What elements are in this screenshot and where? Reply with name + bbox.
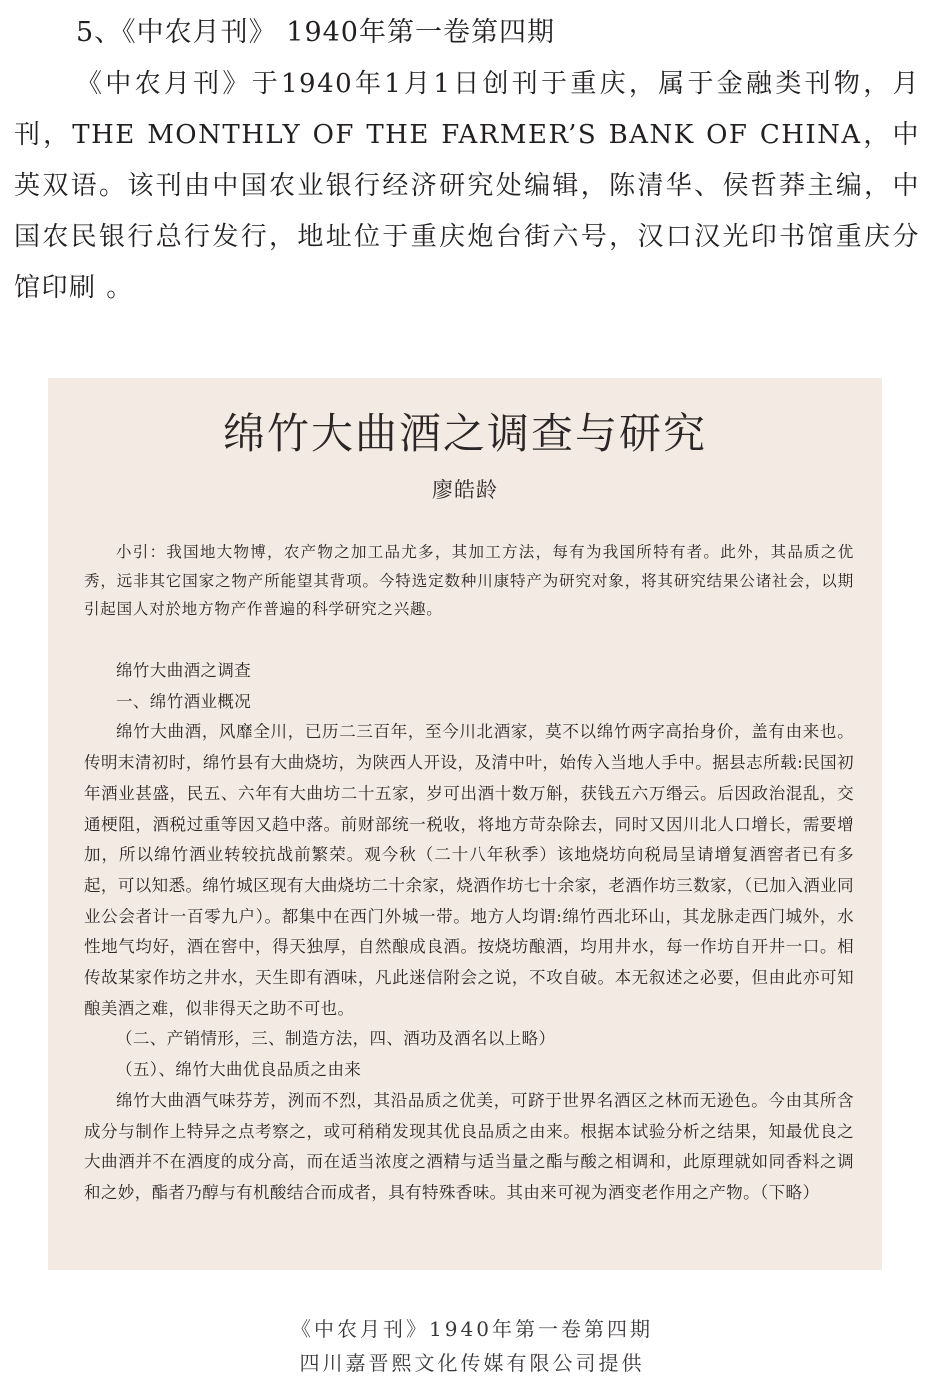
caption-source: 《中农月刊》1940年第一卷第四期	[291, 1317, 653, 1341]
section-paragraph: 《中农月刊》于1940年1月1日创刊于重庆，属于金融类刊物，月刊，THE MONTHLY OF THE FARMER’S BANK OF CHINA，中英双语。该刊由中国农业银行经济研究处编辑，陈清华、侯哲莽主编，中国农民银行总行发行，地址位于重庆炮台街六号，汉口汉光印书馆重庆分馆印刷 。	[14, 69, 920, 303]
article-section-heading: 一、绵竹酒业概况	[116, 691, 252, 711]
section-heading: 5、《中农月刊》 1940年第一卷第四期	[76, 17, 555, 48]
intro-section	[14, 12, 920, 314]
caption-credit: 四川嘉晋熙文化传媒有限公司提供	[299, 1351, 645, 1375]
image-caption	[0, 1312, 944, 1380]
article-body	[84, 656, 854, 1209]
article-subtitle: 绵竹大曲酒之调查	[116, 661, 252, 680]
article-section-heading: （五）、绵竹大曲优良品质之由来	[116, 1060, 362, 1080]
article-omission-note: （二、产销情形，三、制造方法，四、酒功及酒名以上略）	[116, 1029, 556, 1049]
article-paragraph: 绵竹大曲酒，风靡全川，已历二三百年，至今川北酒家，莫不以绵竹两字高抬身价，盖有由来也。传明末清初时，绵竹县有大曲烧坊，为陕西人开设，及清中叶，始传入当地人手中。据县志所载:民国初年酒业甚盛，民五、六年有大曲坊二十五家，岁可出酒十数万斛，获钱五六万缗云。后因政治混乱，交通梗阻，酒税过重等因又趋中落。前财部统一税收，将地方苛杂除去，同时又因川北人口增长，需要增加，所以绵竹酒业转较抗战前繁荣。观今秋（二十八年秋季）该地烧坊向税局呈请增复酒窖者已有多起，可以知悉。绵竹城区现有大曲烧坊二十余家，烧酒作坊七十余家，老酒作坊三数家，（已加入酒业同业公会者计一百零九户）。都集中在西门外城一带。地方人均谓:绵竹西北环山，其龙脉走西门城外，水性地气均好，酒在窖中，得天独厚，自然酿成良酒。按烧坊酿酒，均用井水，每一作坊自开井一口。相传故某家作坊之井水，天生即有酒味，凡此迷信附会之说，不攻自破。本无叙述之必要，但由此亦可知酿美酒之难，似非得天之助不可也。	[84, 722, 854, 1018]
article-scan-image	[48, 378, 882, 1270]
article-paragraph: 绵竹大曲酒气味芬芳，洌而不烈，其沿品质之优美，可跻于世界名酒区之林而无逊色。今由其所含成分与制作上特异之点考察之，或可稍稍发现其优良品质之由来。根据本试验分析之结果，知最优良之大曲酒并不在酒度的成分高，而在适当浓度之酒精与适当量之酯与酸之相调和，此原理就如同香料之调和之妙，酯者乃醇与有机酸结合而成者，具有特殊香味。其由来可视为酒变老作用之产物。（下略）	[84, 1090, 854, 1202]
article-title: 绵竹大曲酒之调查与研究	[222, 409, 707, 458]
article-intro: 小引：我国地大物博，农产物之加工品尤多，其加工方法，每有为我国所特有者。此外，其品质之优秀，远非其它国家之物产所能望其背项。今特选定数种川康特产为研究对象，将其研究结果公诸社会，以期引起国人对於地方物产作普遍的科学研究之兴趣。	[84, 543, 854, 618]
article-author: 廖皓龄	[432, 478, 498, 502]
